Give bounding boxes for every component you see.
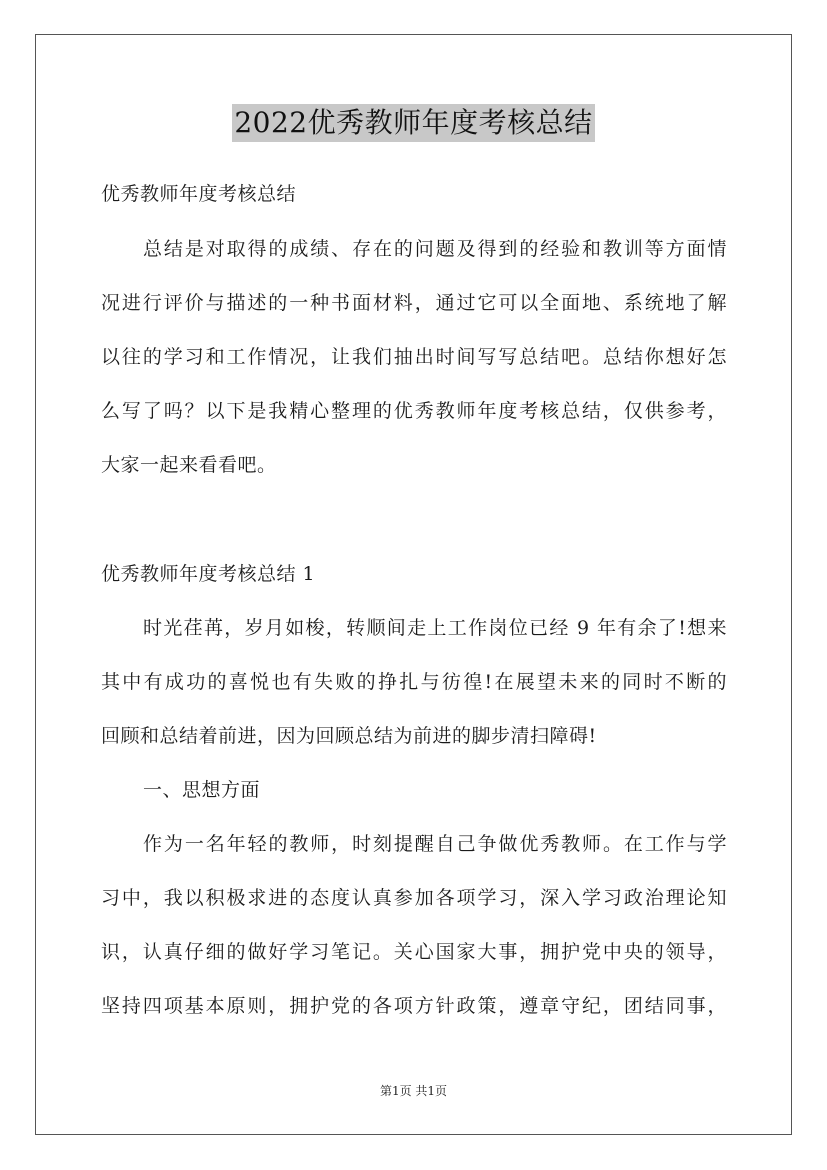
paragraph-line: 习中，我以积极求进的态度认真参加各项学习，深入学习政治理论知 — [101, 887, 727, 909]
paragraph-line: 况进行评价与描述的一种书面材料，通过它可以全面地、系统地了解 — [101, 292, 727, 314]
paragraph-line: 回顾和总结着前进，因为回顾总结为前进的脚步清扫障碍! — [101, 725, 597, 747]
subheading: 一、思想方面 — [143, 779, 261, 801]
paragraph-line: 坚持四项基本原则，拥护党的各项方针政策，遵章守纪，团结同事， — [101, 995, 727, 1017]
paragraph-line: 其中有成功的喜悦也有失败的挣扎与彷徨!在展望未来的同时不断的 — [101, 671, 727, 693]
paragraph-line: 大家一起来看看吧。 — [101, 454, 277, 476]
paragraph-line: 么写了吗？以下是我精心整理的优秀教师年度考核总结，仅供参考， — [101, 400, 727, 422]
page-footer: 第1页 共1页 — [379, 1084, 448, 1098]
paragraph-line: 识，认真仔细的做好学习笔记。关心国家大事，拥护党中央的领导， — [101, 941, 727, 963]
paragraph-line: 时光荏苒，岁月如梭，转顺间走上工作岗位已经 9 年有余了!想来 — [143, 617, 727, 639]
document-title: 2022优秀教师年度考核总结 — [232, 104, 594, 142]
intro-heading: 优秀教师年度考核总结 — [101, 183, 297, 205]
section-heading: 优秀教师年度考核总结 1 — [101, 563, 316, 585]
paragraph-line: 作为一名年轻的教师，时刻提醒自己争做优秀教师。在工作与学 — [143, 833, 727, 855]
title-container — [0, 104, 827, 142]
paragraph-line: 总结是对取得的成绩、存在的问题及得到的经验和教训等方面情 — [143, 238, 727, 260]
paragraph-line: 以往的学习和工作情况，让我们抽出时间写写总结吧。总结你想好怎 — [101, 346, 727, 368]
